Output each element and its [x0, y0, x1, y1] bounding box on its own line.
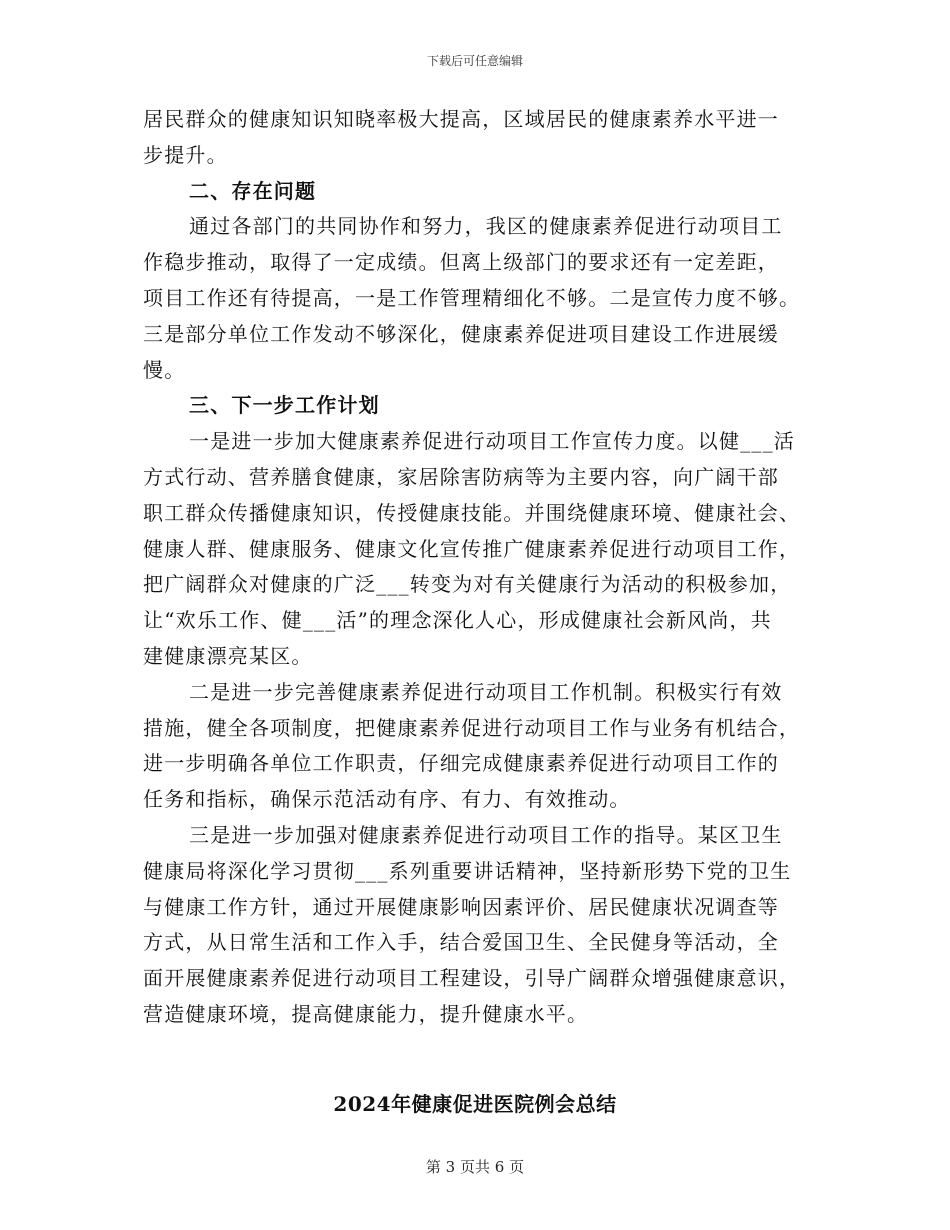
- body-line: 把广阔群众对健康的广泛___转变为对有关健康行为活动的积极参加，: [143, 572, 792, 597]
- document-body: [143, 102, 808, 1033]
- body-line: 三是部分单位工作发动不够深化，健康素养促进项目建设工作进展缓: [143, 321, 779, 346]
- body-line: 一是进一步加大健康素养促进行动项目工作宣传力度。以健___活: [189, 429, 795, 454]
- body-line: 作稳步推动，取得了一定成绩。但离上级部门的要求还有一定差距，: [143, 250, 779, 275]
- body-line: 建健康漂亮某区。: [143, 643, 313, 668]
- page-number-footer: 第 3 页共 6 页: [425, 1158, 525, 1176]
- body-line: 健康人群、健康服务、健康文化宣传推广健康素养促进行动项目工作，: [143, 536, 801, 561]
- body-line: 通过各部门的共同协作和努力，我区的健康素养促进行动项目工: [189, 214, 783, 239]
- body-line: 方式行动、营养膳食健康，家居除害防病等为主要内容，向广阔干部: [143, 464, 779, 489]
- body-line: 三是进一步加强对健康素养促进行动项目工作的指导。某区卫生: [189, 822, 783, 847]
- body-line: 措施，健全各项制度，把健康素养促进行动项目工作与业务有机结合，: [143, 715, 801, 740]
- body-line: 面开展健康素养促进行动项目工程建设，引导广阔群众增强健康意识，: [143, 966, 801, 991]
- body-line: 方式，从日常生活和工作入手，结合爱国卫生、全民健身等活动，全: [143, 930, 779, 955]
- body-line: 二是进一步完善健康素养促进行动项目工作机制。积极实行有效: [189, 679, 783, 704]
- page-header-note: 下载后可任意编辑: [426, 54, 523, 68]
- body-line: 步提升。: [143, 142, 228, 167]
- body-line: 居民群众的健康知识知晓率极大提高，区域居民的健康素养水平进一: [143, 107, 779, 131]
- body-line: 职工群众传播健康知识，传授健康技能。并围绕健康环境、健康社会、: [143, 500, 801, 525]
- body-line: 让“欢乐工作、健___活”的理念深化人心，形成健康社会新风尚，共: [143, 608, 772, 633]
- body-line: 项目工作还有待提高，一是工作管理精细化不够。二是宣传力度不够。: [143, 285, 801, 310]
- body-line: 健康局将深化学习贯彻___系列重要讲话精神，坚持新形势下党的卫生: [143, 858, 792, 883]
- body-line: 营造健康环境，提高健康能力，提升健康水平。: [143, 1001, 589, 1026]
- body-line: 任务和指标，确保示范活动有序、有力、有效推动。: [143, 787, 631, 812]
- document-title: 2024年健康促进医院例会总结: [333, 1092, 617, 1116]
- section-heading-problems: 二、存在问题: [189, 178, 317, 203]
- body-line: 进一步明确各单位工作职责，仔细完成健康素养促进行动项目工作的: [143, 751, 779, 776]
- section-heading-next-steps: 三、下一步工作计划: [189, 393, 380, 418]
- body-line: 与健康工作方针，通过开展健康影响因素评价、居民健康状况调查等: [143, 894, 779, 919]
- body-line: 慢。: [143, 357, 186, 382]
